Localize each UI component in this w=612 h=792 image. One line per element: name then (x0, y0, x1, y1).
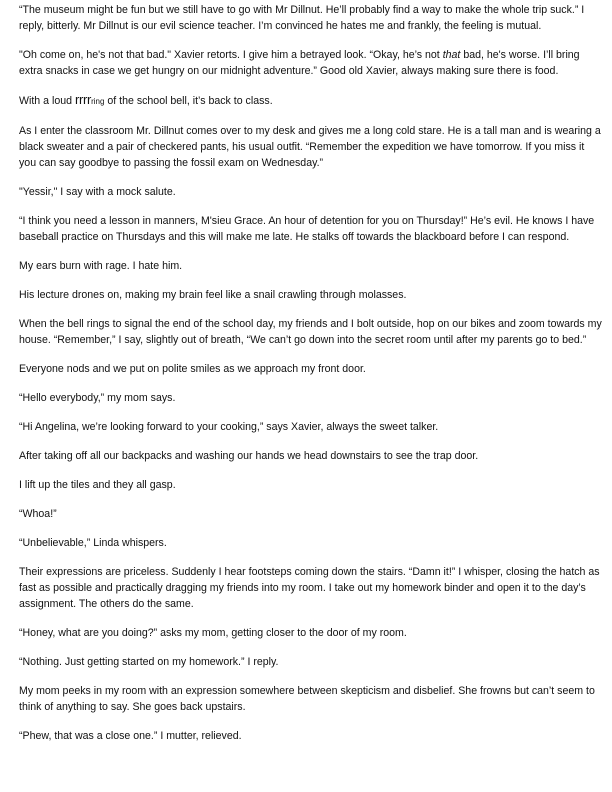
paragraph-13: After taking off all our backpacks and washing our hands we head downstairs to see the trap door. (19, 450, 479, 462)
paragraph-4: As I enter the classroom Mr. Dillnut comes over to my desk and gives me a long cold stare. He is a tall man and is wearing a black sweater and a pair of checkered pants, his usual outfit. “Remember the expedition we have tomorrow. If you miss it you can say goodbye to passing the fossil exam on Wednesday.” (19, 125, 601, 169)
paragraph-12: “Hi Angelina, we’re looking forward to your cooking,” says Xavier, always the sweet talker. (19, 421, 439, 433)
paragraph-6: “I think you need a lesson in manners, M'sieu Grace. An hour of detention for you on Thursday!” He’s evil. He knows I have baseball practice on Thursdays and this will make me late. He stalks off towards the blackboard before I can respond. (19, 215, 595, 243)
paragraph-14: I lift up the tiles and they all gasp. (19, 479, 176, 491)
paragraph-7: My ears burn with rage. I hate him. (19, 260, 183, 272)
paragraph-3-text-b: of the school bell, it’s back to class. (104, 95, 273, 107)
paragraph-15: “Whoa!” (19, 508, 57, 520)
paragraph-2 (19, 47, 604, 79)
paragraph-8: His lecture drones on, making my brain feel like a snail crawling through molasses. (19, 289, 407, 301)
paragraph-21: “Phew, that was a close one.” I mutter, relieved. (19, 730, 242, 742)
paragraph-19: “Nothing. Just getting started on my homework.” I reply. (19, 656, 279, 668)
paragraph-20: My mom peeks in my room with an expression somewhere between skepticism and disbelief. She frowns but can’t seem to think of anything to say. She goes back upstairs. (19, 685, 595, 713)
bell-sound-large: rrrr (74, 92, 92, 107)
paragraph-5: "Yessir," I say with a mock salute. (19, 186, 176, 198)
document-page (19, 2, 604, 744)
paragraph-3 (19, 92, 604, 110)
paragraph-2-text-b: bad, he's worse. I’ll bring extra snacks in case we get hungry on our midnight adventure.” Good old Xavier, always making sure there is food. (19, 49, 580, 77)
paragraph-11: “Hello everybody,” my mom says. (19, 392, 176, 404)
emphasis-that: that (442, 49, 461, 61)
paragraph-2-text-a: "Oh come on, he's not that bad." Xavier retorts. I give him a betrayed look. “Okay, he’s not (19, 49, 443, 61)
paragraph-16: “Unbelievable,” Linda whispers. (19, 537, 167, 549)
paragraph-18: “Honey, what are you doing?” asks my mom, getting closer to the door of my room. (19, 627, 407, 639)
paragraph-17: Their expressions are priceless. Suddenly I hear footsteps coming down the stairs. “Damn it!” I whisper, closing the hatch as fast as possible and practically dragging my friends into my room. I take out my homework binder and open it to the day’s assignment. The others do the same. (19, 566, 600, 610)
paragraph-3-text-a: With a loud (19, 95, 75, 107)
paragraph-1: “The museum might be fun but we still have to go with Mr Dillnut. He’ll probably find a way to make the whole trip suck.” I reply, bitterly. Mr Dillnut is our evil science teacher. I’m convinced he hates me and frankly, the feeling is mutual. (19, 4, 585, 32)
bell-sound-small: ring (91, 97, 105, 106)
paragraph-9: When the bell rings to signal the end of the school day, my friends and I bolt outside, hop on our bikes and zoom towards my house. “Remember,” I say, slightly out of breath, “We can’t go down into the secret room until after my parents go to bed.” (19, 318, 602, 346)
paragraph-10: Everyone nods and we put on polite smiles as we approach my front door. (19, 363, 366, 375)
